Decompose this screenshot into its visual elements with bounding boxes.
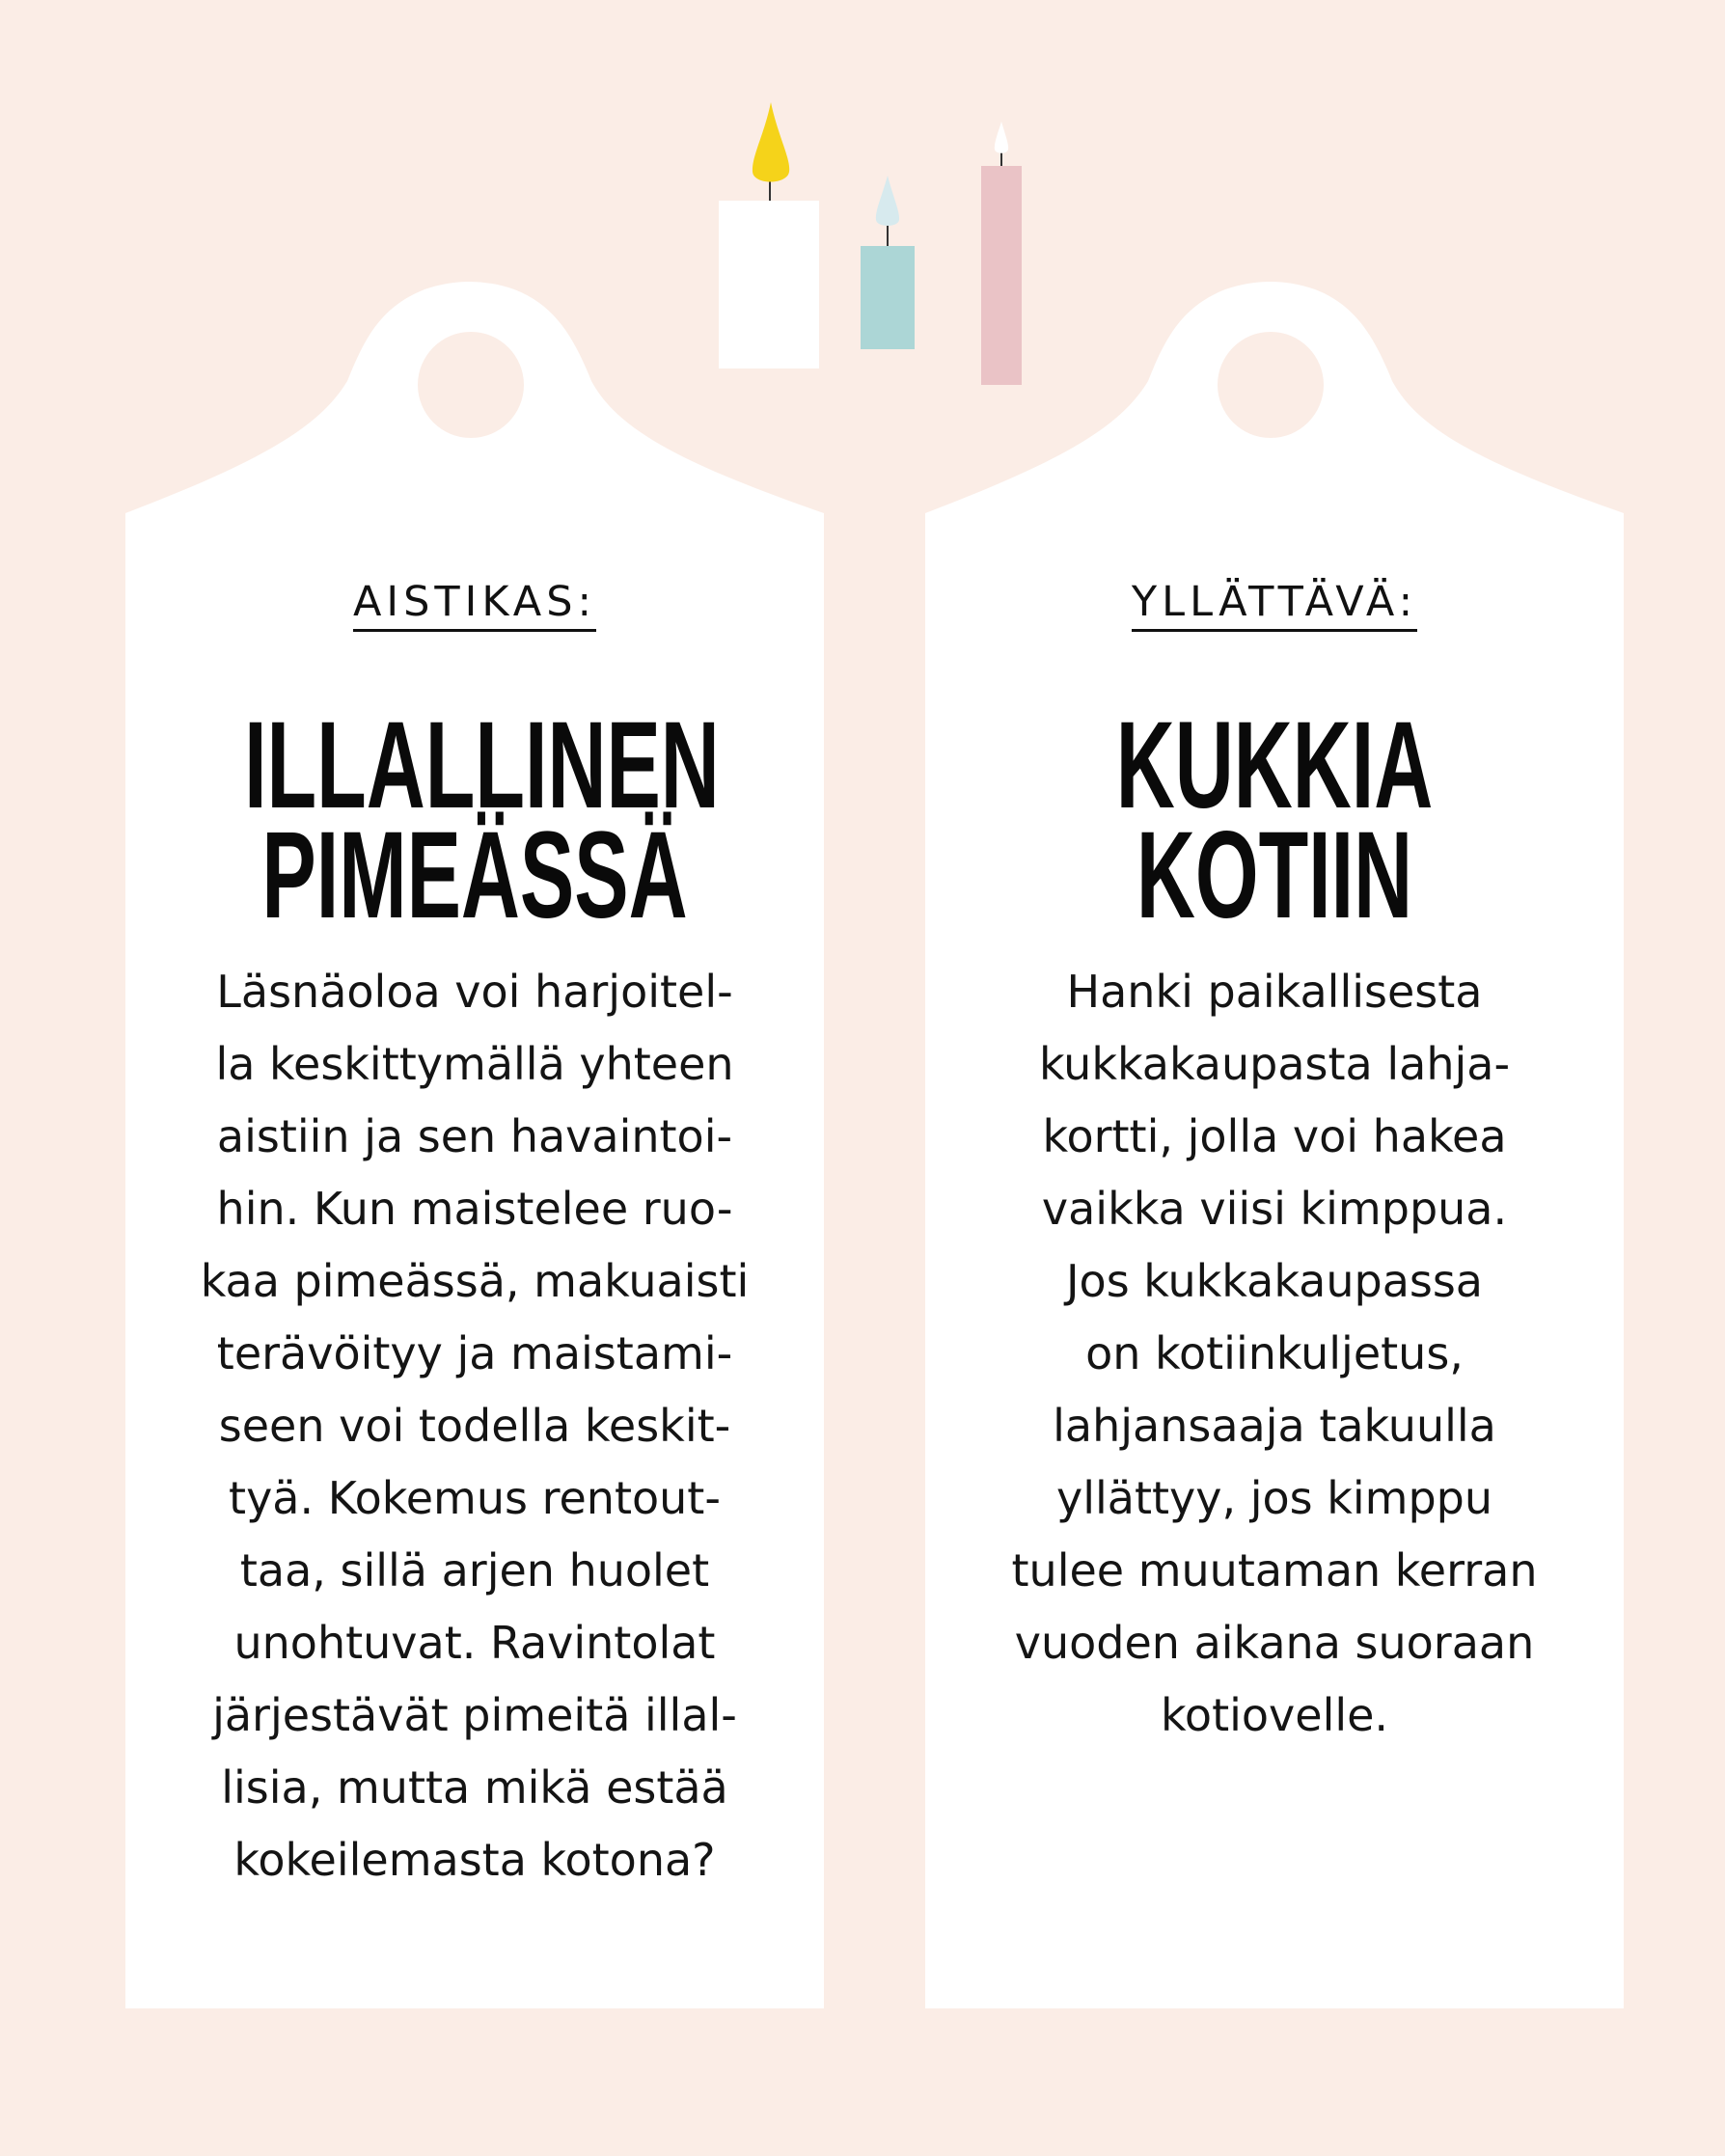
blue-candle-icon [861, 176, 915, 349]
yellow-flame-icon [753, 102, 789, 182]
card-title [244, 696, 720, 945]
white-candle-icon [719, 102, 819, 368]
body-line: kortti, jolla voi hakea [1042, 1110, 1507, 1163]
card-kicker: YLLÄTTÄVÄ: [1132, 579, 1417, 632]
body-line: Läsnäoloa voi harjoitel- [216, 966, 733, 1019]
body-line: seen voi todella keskit- [218, 1400, 731, 1453]
body-line: on kotiinkuljetus, [1085, 1327, 1464, 1380]
body-line: aistiin ja sen havaintoi- [216, 1110, 733, 1163]
body-line: Jos kukkakaupassa [1065, 1255, 1483, 1308]
body-line: vaikka viisi kimppua. [1041, 1183, 1508, 1236]
light-blue-flame-icon [876, 176, 899, 226]
card-aistikas [125, 579, 824, 1897]
body-line: tyä. Kokemus rentout- [229, 1472, 721, 1525]
body-line: kotiovelle. [1160, 1689, 1389, 1742]
card-title [1044, 696, 1505, 945]
body-line: hin. Kun maistelee ruo- [216, 1183, 733, 1236]
body-line: tulee muutaman kerran [1011, 1544, 1538, 1597]
body-line: la keskittymällä yhteen [215, 1038, 734, 1091]
body-line: järjestävät pimeitä illal- [212, 1689, 737, 1742]
body-line: terävöityy ja maistami- [216, 1327, 733, 1380]
card-title-line: ILLALLINEN [244, 696, 720, 835]
card-kicker: AISTIKAS: [353, 579, 596, 632]
body-line: Hanki paikallisesta [1066, 966, 1483, 1019]
card-yllattava [925, 579, 1624, 1752]
card-title-line: KUKKIA [1115, 696, 1434, 835]
body-line: kaa pimeässä, makuaisti [200, 1255, 750, 1308]
body-line: lisia, mutta mikä estää [221, 1761, 728, 1815]
body-line: unohtuvat. Ravintolat [233, 1617, 716, 1670]
body-line: taa, sillä arjen huolet [239, 1544, 710, 1597]
left-tag-hole [418, 332, 524, 438]
white-flame-icon [995, 122, 1008, 153]
card-title-line: PIMEÄSSÄ [261, 806, 688, 945]
card-title-line: KOTIIN [1136, 806, 1413, 945]
pink-candle-icon [981, 122, 1022, 385]
card-body [125, 956, 824, 1897]
body-line: yllättyy, jos kimppu [1055, 1472, 1493, 1525]
body-line: kukkakaupasta lahja- [1038, 1038, 1511, 1091]
body-line: vuoden aikana suoraan [1014, 1617, 1535, 1670]
body-line: kokeilemasta kotona? [233, 1834, 716, 1887]
card-body [925, 956, 1624, 1752]
right-tag-hole [1218, 332, 1324, 438]
body-line: lahjansaaja takuulla [1053, 1400, 1496, 1453]
